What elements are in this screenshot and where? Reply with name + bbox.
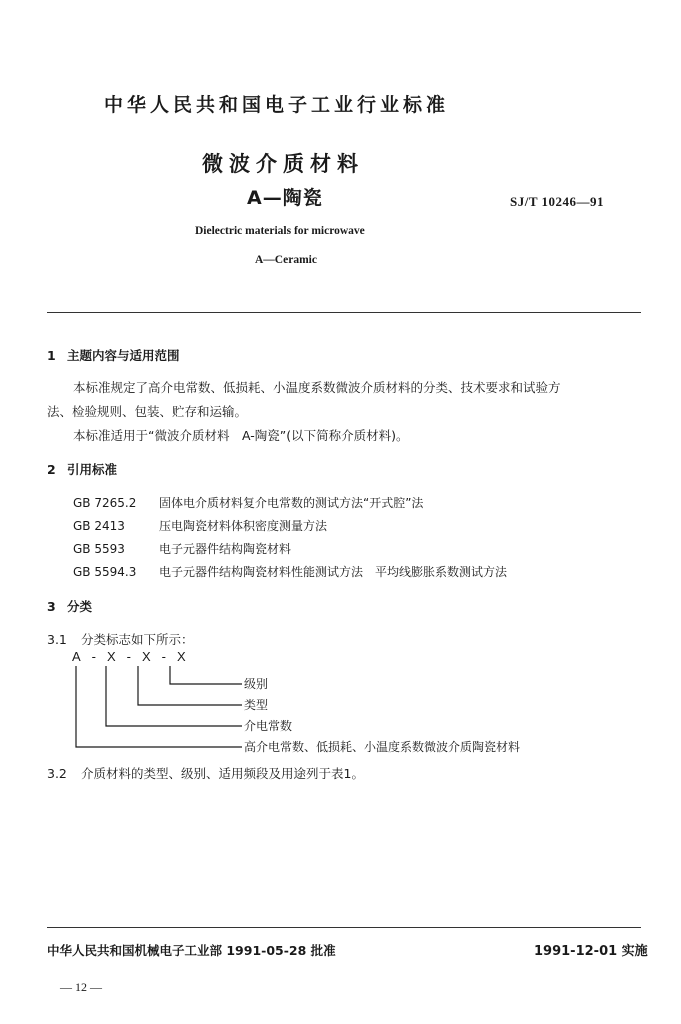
leader-line-grade (170, 666, 242, 684)
section-1-para1-line1: 本标准规定了高介电常数、低损耗、小温度系数微波介质材料的分类、技术要求和试验方 (73, 380, 561, 395)
section-3-2-number: 3.2 (47, 766, 67, 781)
document-subtitle-en: A—Ceramic (255, 254, 317, 266)
section-3-2 (47, 764, 364, 782)
section-3-2-text: 介质材料的类型、级别、适用频段及用途列于表1。 (81, 766, 364, 781)
reference-code: GB 7265.2 (73, 496, 137, 510)
section-3-1-number: 3.1 (47, 632, 67, 647)
section-3-1-text: 分类标志如下所示： (81, 632, 194, 647)
footer-divider (47, 927, 641, 928)
issuing-authority-header: 中华人民共和国电子工业行业标准 (104, 94, 450, 116)
leader-line-material (76, 666, 242, 747)
section-3-number: 3 (47, 599, 56, 614)
label-material: 高介电常数、低损耗、小温度系数微波介质陶瓷材料 (244, 740, 521, 754)
leader-line-type (138, 666, 242, 705)
approval-line: 中华人民共和国机械电子工业部 1991-05-28 批准 (47, 943, 336, 958)
standard-code: SJ/T 10246—91 (510, 194, 605, 209)
section-3-title: 分类 (67, 599, 93, 614)
section-1-para2: 本标准适用于“微波介质材料 A-陶瓷”(以下简称介质材料)。 (73, 428, 409, 443)
document-subtitle-cn: A—陶瓷 (247, 187, 323, 209)
section-2-number: 2 (47, 462, 56, 477)
section-1-title: 主题内容与适用范围 (67, 348, 180, 363)
page-number: — 12 — (60, 980, 102, 994)
label-type: 类型 (244, 698, 269, 712)
classification-pattern: A-X-X-X (72, 649, 197, 664)
reference-title: 固体电介质材料复介电常数的测试方法“开式腔”法 (159, 496, 424, 510)
section-2-title: 引用标准 (67, 462, 118, 477)
reference-code: GB 2413 (73, 519, 125, 533)
effective-date: 1991-12-01 实施 (534, 944, 648, 959)
reference-code: GB 5593 (73, 542, 125, 556)
document-title-cn: 微波介质材料 (202, 152, 364, 176)
document-title-en: Dielectric materials for microwave (195, 225, 365, 237)
reference-code: GB 5594.3 (73, 565, 137, 579)
label-grade: 级别 (244, 677, 269, 691)
leader-line-permittivity (106, 666, 242, 726)
label-permittivity: 介电常数 (244, 719, 293, 733)
section-1-number: 1 (47, 348, 56, 363)
reference-title: 电子元器件结构陶瓷材料性能测试方法 平均线膨胀系数测试方法 (159, 565, 508, 579)
section-1-para1-line2: 法、检验规则、包装、贮存和运输。 (47, 404, 248, 419)
reference-title: 电子元器件结构陶瓷材料 (159, 542, 292, 556)
reference-title: 压电陶瓷材料体积密度测量方法 (159, 519, 328, 533)
